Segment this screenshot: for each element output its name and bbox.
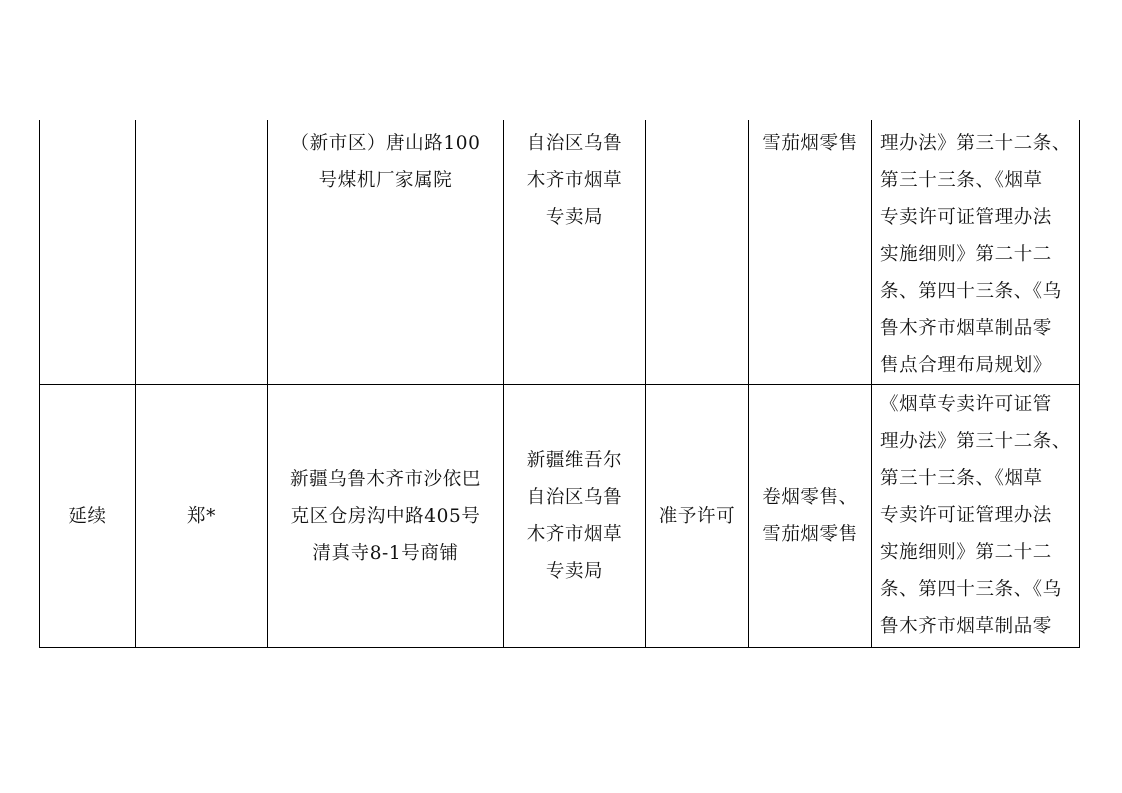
cell-address: [268, 120, 504, 385]
table-row: [40, 385, 1080, 648]
cell-decision: [646, 120, 749, 385]
basis-line: 条、第四十三条、《乌: [880, 579, 1062, 600]
cell-decision: 准予许可: [646, 385, 749, 648]
scope-line: 卷烟零售、: [762, 487, 858, 508]
basis-line: 第三十三条、《烟草: [880, 170, 1043, 191]
address-line: 新疆乌鲁木齐市沙依巴: [289, 468, 481, 490]
scope-line: 雪茄烟零售: [762, 133, 858, 154]
basis-line: 《烟草专卖许可证管: [880, 394, 1052, 415]
cell-authority: [504, 120, 646, 385]
basis-line: 理办法》第三十二条、: [880, 431, 1072, 452]
basis-line: 专卖许可证管理办法: [880, 505, 1052, 526]
scope-line: 雪茄烟零售: [762, 524, 858, 545]
basis-line: 实施细则》第二十二: [880, 244, 1052, 265]
cell-scope: [749, 120, 872, 385]
authority-line: 自治区乌鲁: [526, 487, 623, 508]
address-line: （新市区）唐山路100: [290, 133, 481, 154]
basis-line: 第三十三条、《烟草: [880, 468, 1043, 489]
basis-line: 专卖许可证管理办法: [880, 207, 1052, 228]
authority-line: 专卖局: [545, 561, 604, 582]
basis-line: 鲁木齐市烟草制品零: [880, 616, 1052, 637]
authority-line: 自治区乌鲁: [526, 133, 623, 154]
authority-line: 木齐市烟草: [526, 524, 623, 545]
address-line: 清真寺8-1号商铺: [312, 542, 459, 564]
permit-table: [39, 120, 1080, 648]
cell-scope: [749, 385, 872, 648]
cell-type: [40, 120, 136, 385]
cell-type: 延续: [40, 385, 136, 648]
cell-authority: [504, 385, 646, 648]
cell-holder: 郑*: [136, 385, 268, 648]
authority-line: 木齐市烟草: [526, 170, 623, 191]
address-line: 号煤机厂家属院: [318, 170, 453, 191]
cell-holder: [136, 120, 268, 385]
authority-line: 新疆维吾尔: [526, 450, 623, 471]
authority-line: 专卖局: [545, 207, 604, 228]
table-row: [40, 120, 1080, 385]
basis-line: 售点合理布局规划》: [880, 355, 1052, 376]
address-line: 克区仓房沟中路405号: [290, 505, 481, 527]
cell-legal-basis: [872, 385, 1080, 648]
cell-address: [268, 385, 504, 648]
basis-line: 条、第四十三条、《乌: [880, 281, 1062, 302]
basis-line: 理办法》第三十二条、: [880, 133, 1072, 154]
basis-line: 实施细则》第二十二: [880, 542, 1052, 563]
cell-legal-basis: [872, 120, 1080, 385]
basis-line: 鲁木齐市烟草制品零: [880, 318, 1052, 339]
